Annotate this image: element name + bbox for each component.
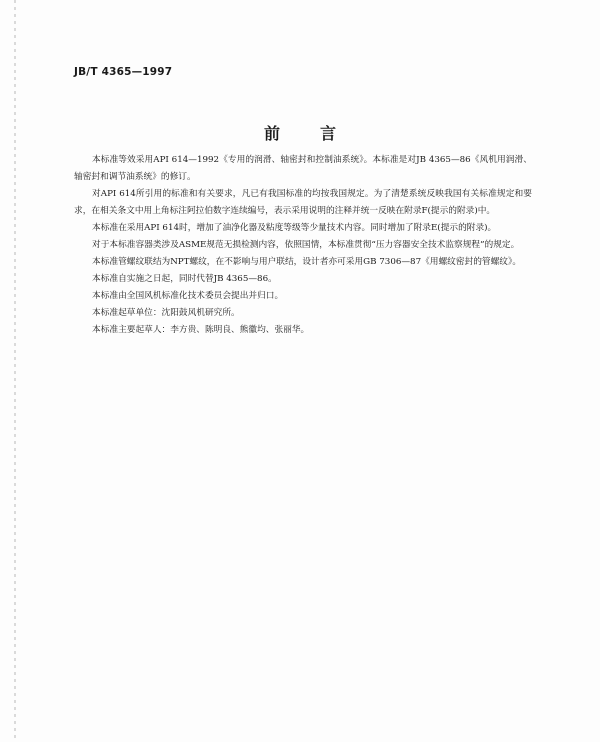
paragraph: 本标准自实施之日起，同时代替JB 4365—86。 xyxy=(92,274,277,284)
paragraph: 本标准由全国风机标准化技术委员会提出并归口。 xyxy=(92,291,284,301)
paragraph: 本标准管螺纹联结为NPT螺纹，在不影响与用户联结，设计者亦可采用GB 7306—87《用螺纹密封的管螺纹》。 xyxy=(92,257,522,267)
paragraph: 本标准在采用API 614时，增加了油净化器及粘度等级等少量技术内容。同时增加了附录E(提示的附录)。 xyxy=(92,223,497,233)
paragraph: 本标准起草单位：沈阳鼓风机研究所。 xyxy=(92,308,240,318)
document-code: JB/T 4365—1997 xyxy=(74,66,173,78)
paragraph: 对API 614所引用的标准和有关要求，凡已有我国标准的均按我国规定。为了清楚系统反映我国有关标准规定和要求，在相关条文中用上角标注阿拉伯数字连续编号，表示采用说明的注释并统一反映在附录F(提示的附录)中。 xyxy=(74,189,532,216)
paragraph: 本标准等效采用API 614—1992《专用的润滑、轴密封和控制油系统》。本标准是对JB 4365—86《风机用润滑、轴密封和调节油系统》的修订。 xyxy=(74,155,532,182)
paragraph: 本标准主要起草人：李方贵、陈明良、熊徽均、张丽华。 xyxy=(92,325,310,335)
paragraph: 对于本标准容器类涉及ASME规范无损检测内容，依照国情，本标准贯彻“压力容器安全技术监察规程”的规定。 xyxy=(92,240,520,250)
page-title: 前言 xyxy=(263,124,376,143)
foreword-body xyxy=(74,152,532,339)
binding-marks xyxy=(14,0,16,742)
